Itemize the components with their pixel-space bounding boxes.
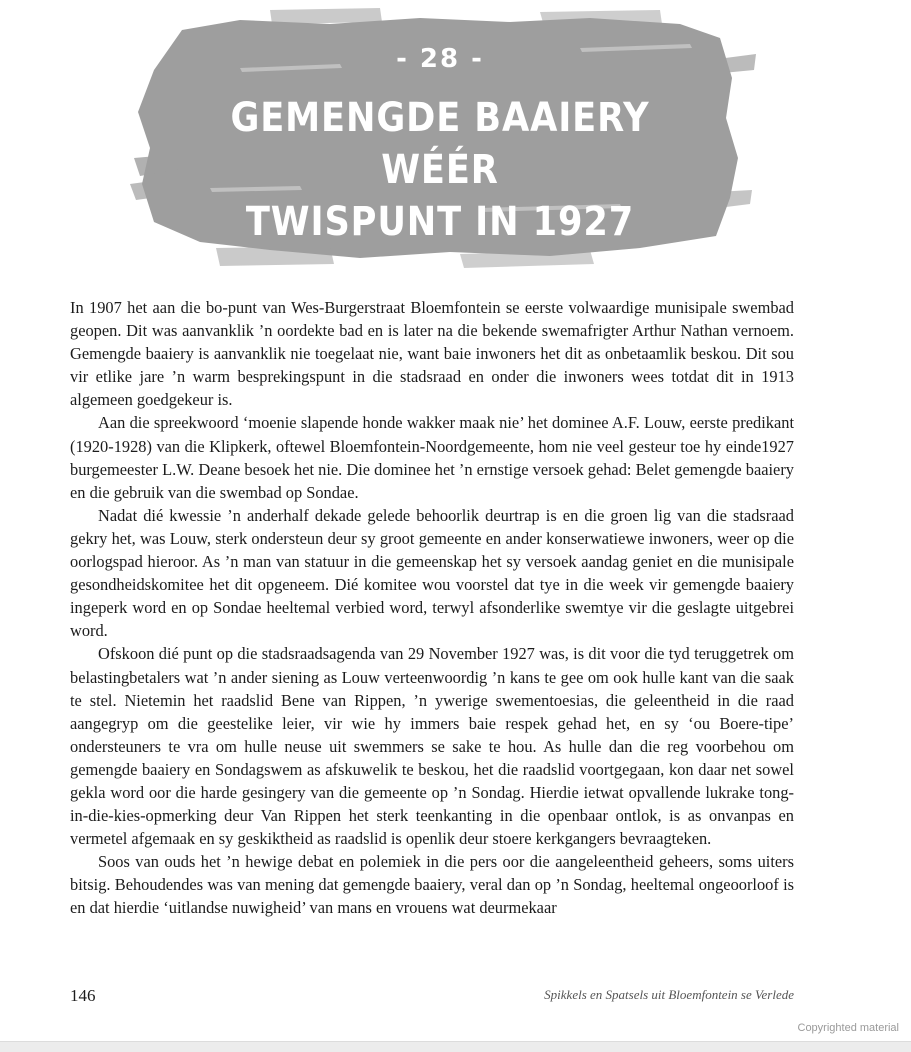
page-number: 146 — [70, 986, 96, 1005]
paragraph: In 1907 het aan die bo-punt van Wes-Burgerstraat Bloemfontein se eerste volwaardige munisipale swembad geopen. Dit was aanvanklik ’n oordekte bad en is later na die bekende swemafrigter Arthur Nathan vernoem. Gemengde baaiery is aanvanklik nie toegelaat nie, want baie inwoners het dit as onbetaamlik beskou. Dit sou vir etlike jare ’n warm besprekingspunt in die stadsraad en onder die inwoners wees totdat dit in 1913 algemeen goedgekeur is. — [70, 298, 794, 410]
chapter-number: - 28 - — [396, 44, 484, 74]
page-bottom-edge — [0, 1041, 911, 1052]
chapter-title — [194, 92, 687, 248]
chapter-header-banner — [120, 8, 760, 270]
paragraph: Soos van ouds het ’n hewige debat en polemiek in die pers oor die aangeleentheid geheers, soms uiters bitsig. Behoudendes was van mening dat gemengde baaiery, veral dan op ’n Sondag, heeltemal ongeoorloof is en dat hierdie ‘uitlandse nuwigheid’ van mans en vrouens wat deurmekaar — [70, 852, 794, 918]
paragraph: Ofskoon dié punt op die stadsraadsagenda van 29 November 1927 was, is dit voor die tyd teruggetrek om belastingbetalers wat ’n ander siening as Louw verteenwoordig ’n kans te gee om ook hulle kant van die saak te stel. Nietemin het raadslid Bene van Rippen, ’n ywerige swementoesias, die geleentheid in die raad aangegryp om die geestelike leier, vir wie hy immers baie respek gehad het, en sy ‘ou Boere-tipe’ ondersteuners te vra om hulle neuse uit swemmers se sake te hou. As hulle dan die reg voorbehou om gemengde baaiery en Sondagswem as afskuwelik te beskou, het die raadslid voortgegaan, kon daar net sowel gekla word oor die harde gesingery van die gemeente op ’n Sondag. Hierdie ietwat opvallende lukrake tong-in-die-kies-opmerking deur Van Rippen het sterk teenkanting in die openbaar ontlok, is as onvanpas en vermetel afgemaak en sy geskiktheid as raadslid is openlik deur stoere kerkgangers bevraagteken. — [70, 644, 794, 849]
body-text — [70, 296, 794, 920]
copyright-watermark: Copyrighted material — [797, 1022, 899, 1034]
running-title: Spikkels en Spatsels uit Bloemfontein se Verlede — [544, 987, 794, 1002]
chapter-title-line-1: GEMENGDE BAAIERY WÉÉR — [230, 95, 650, 193]
paragraph: Nadat dié kwessie ’n anderhalf dekade gelede behoorlik deurtrap is en die groen lig van die stadsraad gekry het, was Louw, sterk ondersteun deur sy groot gemeente en ander konserwatiewe inwoners, weer op die oorlogspad hieroor. As ’n man van statuur in die gemeenskap het sy versoek aandag geniet en die munisipale gesondheidskomitee het dit opgeneem. Dié komitee wou voorstel dat tye in die week vir gemengde baaiery ingeperk word en op Sondae heeltemal verbied word, terwyl afsonderlike swemtye vir die geslagte uitgebrei word. — [70, 505, 794, 641]
chapter-title-line-2: TWISPUNT IN 1927 — [245, 199, 635, 245]
paragraph: Aan die spreekwoord ‘moenie slapende honde wakker maak nie’ het dominee A.F. Louw, eerste predikant (1920-1928) van die Klipkerk, oftewel Bloemfontein-Noordgemeente, hom nie veel gesteur toe hy einde1927 burgemeester L.W. Deane besoek het nie. Die dominee het ’n ernstige versoek gehad: Belet gemengde baaiery en die gebruik van die swembad op Sondae. — [70, 413, 794, 502]
